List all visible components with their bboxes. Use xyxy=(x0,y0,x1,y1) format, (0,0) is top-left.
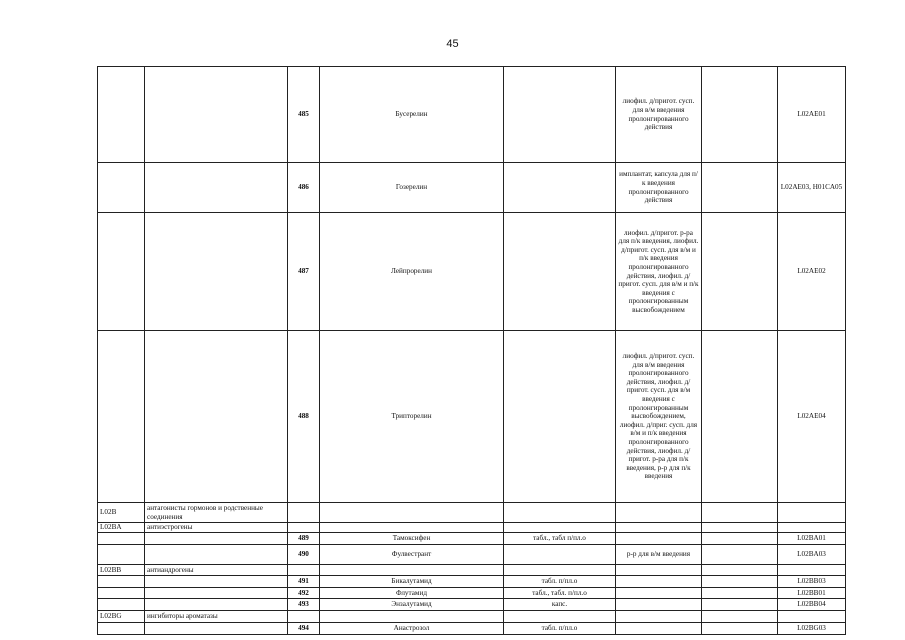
table-row xyxy=(98,163,846,213)
dosage-form: р-р для в/м введения xyxy=(616,545,702,565)
drug-name: Гозерелин xyxy=(320,163,504,213)
empty-cell xyxy=(702,588,778,599)
dosage-form xyxy=(616,611,702,623)
atc-group-name xyxy=(145,67,288,163)
empty-cell xyxy=(702,623,778,635)
dosage-form-short xyxy=(504,545,616,565)
atc-group-name: ингибиторы ароматазы xyxy=(145,611,288,623)
drug-name: Фулвестрант xyxy=(320,545,504,565)
atc-group-name: антиандрогены xyxy=(145,565,288,576)
drug-name: Трипторелин xyxy=(320,331,504,503)
atc-code: L02BG03 xyxy=(778,623,846,635)
drug-name: Энзалутамид xyxy=(320,599,504,611)
row-number: 489 xyxy=(288,533,320,545)
dosage-form-short xyxy=(504,163,616,213)
atc-code: L02BB03 xyxy=(778,576,846,588)
dosage-form-short: табл., табл п/пл.о xyxy=(504,533,616,545)
atc-group-code xyxy=(98,599,145,611)
atc-code: L02AE02 xyxy=(778,213,846,331)
table-row xyxy=(98,545,846,565)
table-row xyxy=(98,533,846,545)
row-number: 485 xyxy=(288,67,320,163)
drug-name: Бусерелин xyxy=(320,67,504,163)
drug-name xyxy=(320,611,504,623)
row-number: 493 xyxy=(288,599,320,611)
atc-group-name xyxy=(145,623,288,635)
drug-registry-table xyxy=(97,66,846,635)
atc-group-code: L02BG xyxy=(98,611,145,623)
empty-cell xyxy=(702,503,778,523)
dosage-form: имплантат, капсула для п/к введения пролонгированного действия xyxy=(616,163,702,213)
row-number: 488 xyxy=(288,331,320,503)
atc-group-code: L02B xyxy=(98,503,145,523)
atc-group-code xyxy=(98,331,145,503)
empty-cell xyxy=(702,545,778,565)
drug-name xyxy=(320,523,504,533)
dosage-form-short: табл. п/пл.о xyxy=(504,576,616,588)
drug-name: Бикалутамид xyxy=(320,576,504,588)
empty-cell xyxy=(702,611,778,623)
row-number xyxy=(288,611,320,623)
empty-cell xyxy=(702,213,778,331)
atc-code: L02BA03 xyxy=(778,545,846,565)
atc-code: L02AE03, H01CA05 xyxy=(778,163,846,213)
table-row xyxy=(98,599,846,611)
empty-cell xyxy=(702,565,778,576)
atc-group-name: антиэстрогены xyxy=(145,523,288,533)
dosage-form: лиофил. д/пригот. р-ра для п/к введения, лиофил. д/пригот. сусп. для в/м и п/к введения пролонгированного действия, лиофил. д/пригот. сусп. для в/м и п/к введения с пролонгированным высвобождением xyxy=(616,213,702,331)
dosage-form-short: табл. п/пл.о xyxy=(504,623,616,635)
atc-group-code xyxy=(98,67,145,163)
table-row xyxy=(98,611,846,623)
drug-name: Анастрозол xyxy=(320,623,504,635)
drug-name xyxy=(320,503,504,523)
dosage-form xyxy=(616,503,702,523)
atc-group-code xyxy=(98,623,145,635)
atc-code: L02BB04 xyxy=(778,599,846,611)
atc-group-name xyxy=(145,213,288,331)
atc-code xyxy=(778,523,846,533)
table-row xyxy=(98,588,846,599)
dosage-form-short: капс. xyxy=(504,599,616,611)
drug-name: Тамоксифен xyxy=(320,533,504,545)
atc-code xyxy=(778,503,846,523)
atc-group-code: L02BA xyxy=(98,523,145,533)
atc-group-name xyxy=(145,599,288,611)
atc-group-name xyxy=(145,533,288,545)
empty-cell xyxy=(702,331,778,503)
atc-group-code xyxy=(98,163,145,213)
drug-name: Лейпрорелин xyxy=(320,213,504,331)
dosage-form: лиофил. д/пригот. сусп. для в/м введения пролонгированного действия xyxy=(616,67,702,163)
dosage-form-short xyxy=(504,213,616,331)
atc-group-name xyxy=(145,588,288,599)
atc-group-code xyxy=(98,588,145,599)
empty-cell xyxy=(702,523,778,533)
dosage-form-short xyxy=(504,523,616,533)
row-number: 487 xyxy=(288,213,320,331)
row-number: 492 xyxy=(288,588,320,599)
table-body xyxy=(98,67,846,635)
dosage-form-short xyxy=(504,611,616,623)
atc-group-name xyxy=(145,163,288,213)
empty-cell xyxy=(702,163,778,213)
dosage-form xyxy=(616,533,702,545)
row-number: 494 xyxy=(288,623,320,635)
dosage-form xyxy=(616,523,702,533)
row-number xyxy=(288,523,320,533)
empty-cell xyxy=(702,576,778,588)
atc-group-code: L02BB xyxy=(98,565,145,576)
atc-group-code xyxy=(98,533,145,545)
page-number: 45 xyxy=(446,38,459,50)
table-row xyxy=(98,213,846,331)
dosage-form-short xyxy=(504,331,616,503)
atc-code: L02AE04 xyxy=(778,331,846,503)
table-row xyxy=(98,623,846,635)
table-row xyxy=(98,576,846,588)
empty-cell xyxy=(702,533,778,545)
dosage-form xyxy=(616,599,702,611)
empty-cell xyxy=(702,599,778,611)
dosage-form xyxy=(616,588,702,599)
row-number xyxy=(288,565,320,576)
atc-code: L02BB01 xyxy=(778,588,846,599)
dosage-form-short: табл., табл. п/пл.о xyxy=(504,588,616,599)
table-row xyxy=(98,503,846,523)
atc-group-name: антагонисты гормонов и родственные соединения xyxy=(145,503,288,523)
row-number: 486 xyxy=(288,163,320,213)
table-row xyxy=(98,331,846,503)
row-number xyxy=(288,503,320,523)
atc-code: L02BA01 xyxy=(778,533,846,545)
atc-group-name xyxy=(145,331,288,503)
empty-cell xyxy=(702,67,778,163)
dosage-form xyxy=(616,623,702,635)
dosage-form-short xyxy=(504,503,616,523)
dosage-form: лиофил. д/пригот. сусп. для в/м введения пролонгированного действия, лиофил. д/пригот. сусп. для в/м введения с пролонгированным высвобождением, лиофил. д/приг. сусп. для в/м и п/к введения пролонгированного действия, лиофил. д/пригот. р-ра для п/к введения, р-р для п/к введения xyxy=(616,331,702,503)
atc-code: L02AE01 xyxy=(778,67,846,163)
drug-name xyxy=(320,565,504,576)
dosage-form-short xyxy=(504,67,616,163)
atc-code xyxy=(778,611,846,623)
atc-code xyxy=(778,565,846,576)
atc-group-name xyxy=(145,545,288,565)
table-row xyxy=(98,67,846,163)
table-row xyxy=(98,565,846,576)
dosage-form xyxy=(616,576,702,588)
drug-name: Флутамид xyxy=(320,588,504,599)
atc-group-code xyxy=(98,576,145,588)
atc-group-code xyxy=(98,545,145,565)
row-number: 490 xyxy=(288,545,320,565)
dosage-form-short xyxy=(504,565,616,576)
atc-group-code xyxy=(98,213,145,331)
row-number: 491 xyxy=(288,576,320,588)
table-row xyxy=(98,523,846,533)
dosage-form xyxy=(616,565,702,576)
atc-group-name xyxy=(145,576,288,588)
